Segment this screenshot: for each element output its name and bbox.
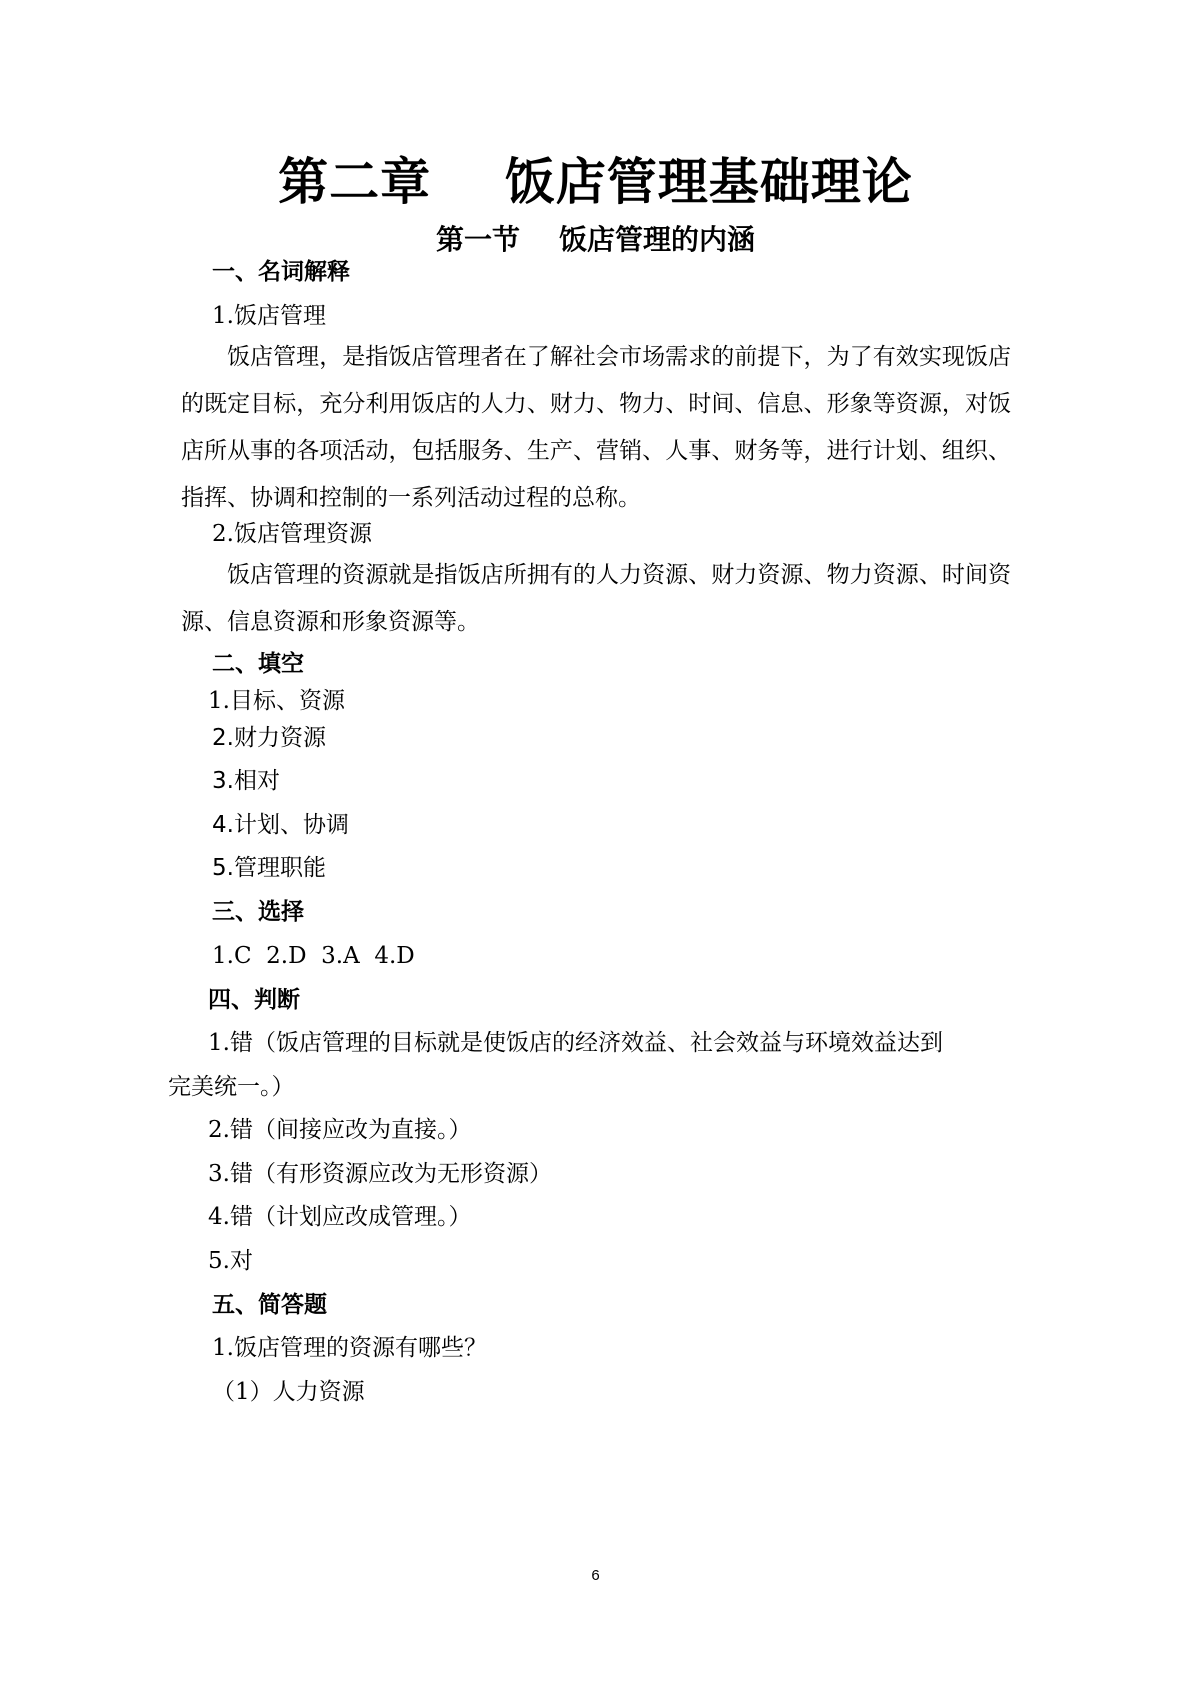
term-1-title: 1.饭店管理 bbox=[212, 303, 326, 329]
fill-item-5: 5.管理职能 bbox=[212, 855, 326, 881]
judgement-4: 4.错（计划应改成管理。） bbox=[208, 1204, 472, 1230]
judgement-5: 5.对 bbox=[208, 1248, 253, 1274]
fill-item-1: 1.目标、资源 bbox=[208, 688, 345, 714]
heading-short-answer: 五、简答题 bbox=[212, 1292, 327, 1318]
short-answer-sub-1: （1）人力资源 bbox=[212, 1379, 365, 1405]
judgement-1-line2: 完美统一。） bbox=[168, 1074, 295, 1100]
heading-terms: 一、名词解释 bbox=[212, 259, 350, 285]
short-answer-question-1: 1.饭店管理的资源有哪些？ bbox=[212, 1335, 487, 1361]
term-2-title: 2.饭店管理资源 bbox=[212, 521, 372, 547]
term-2-body: 饭店管理的资源就是指饭店所拥有的人力资源、财力资源、物力资源、时间资源、信息资源和形象资源等。 bbox=[181, 562, 1011, 635]
heading-fill-blank: 二、填空 bbox=[212, 651, 304, 677]
heading-judgement: 四、判断 bbox=[208, 987, 300, 1013]
fill-item-2: 2.财力资源 bbox=[212, 725, 326, 751]
fill-item-3: 3.相对 bbox=[212, 768, 280, 794]
page-number: 6 bbox=[591, 1567, 600, 1584]
term-1-body: 饭店管理，是指饭店管理者在了解社会市场需求的前提下，为了有效实现饭店的既定目标，充分利用饭店的人力、财力、物力、时间、信息、形象等资源，对饭店所从事的各项活动，包括服务、生产、营销、人事、财务等，进行计划、组织、指挥、协调和控制的一系列活动过程的总称。 bbox=[181, 344, 1011, 511]
judgement-1-line1: 1.错（饭店管理的目标就是使饭店的经济效益、社会效益与环境效益达到 bbox=[208, 1030, 943, 1056]
chapter-title: 第二章 饭店管理基础理论 bbox=[278, 153, 913, 211]
fill-item-4: 4.计划、协调 bbox=[212, 812, 349, 838]
judgement-2: 2.错（间接应改为直接。） bbox=[208, 1117, 472, 1143]
heading-choice: 三、选择 bbox=[212, 899, 304, 925]
section-title: 第一节 饭店管理的内涵 bbox=[436, 223, 755, 256]
choice-answers: 1.C 2.D 3.A 4.D bbox=[212, 943, 415, 969]
judgement-3: 3.错（有形资源应改为无形资源） bbox=[208, 1161, 552, 1187]
